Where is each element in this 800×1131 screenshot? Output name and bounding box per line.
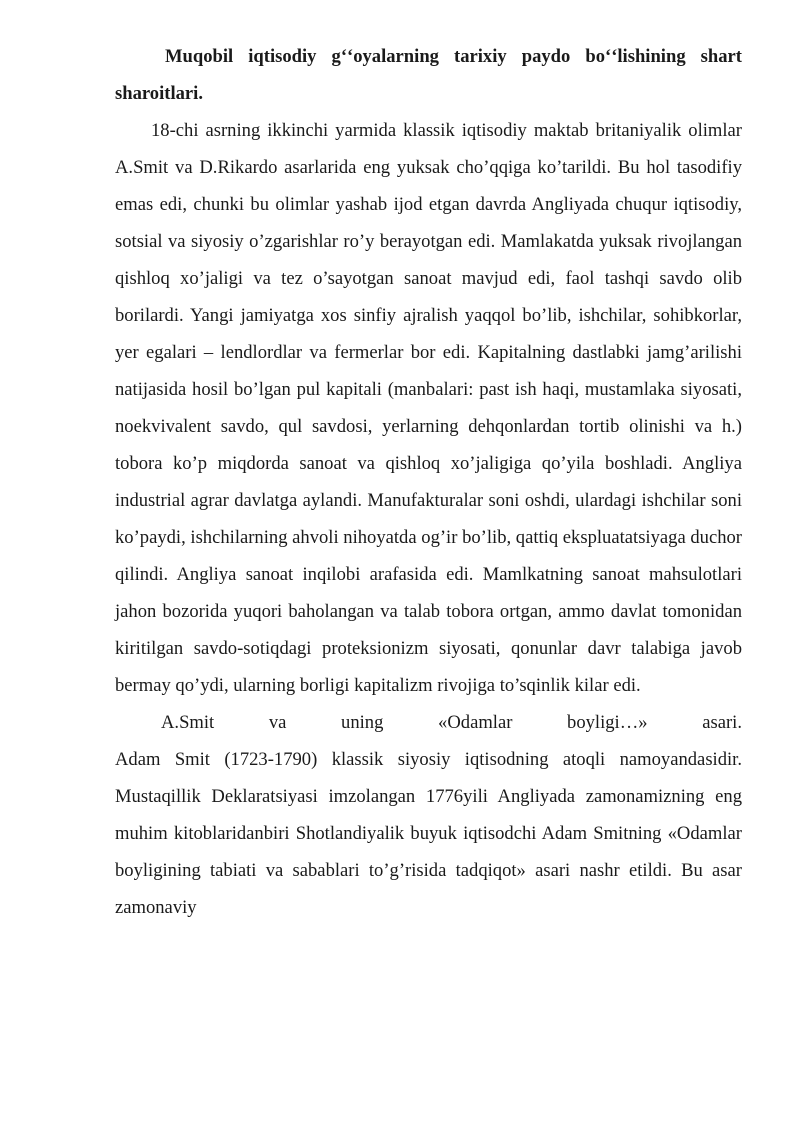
section-heading: Muqobil iqtisodiy gʻʻoyalarning tarixiy paydo boʻʻlishining shart sharoitlari. (115, 46, 742, 104)
paragraph-smith (115, 704, 742, 926)
subheading-line: A.Smit va uning «Odamlar boyligi…» asari. (161, 712, 742, 733)
document-page (115, 38, 742, 926)
paragraph-intro: 18-chi asrning ikkinchi yarmida klassik iqtisodiy maktab britaniyalik olimlar A.Smit va D.Rikardo asarlarida eng yuksak cho’qqiga ko’tarildi. Bu hol tasodifiy emas edi, chunki bu olimlar yashab ijod etgan davrda Angliyada chuqur iqtisodiy, sotsial va siyosiy o’zgarishlar ro’y berayotgan edi. Mamlakatda yuksak rivojlangan qishloq xo’jaligi va tez o’sayotgan sanoat mavjud edi, faol tashqi savdo olib borilardi. Yangi jamiyatga xos sinfiy ajralish yaqqol bo’lib, ishchilar, sohibkorlar, yer egalari – lendlordlar va fermerlar bor edi. Kapitalning dastlabki jamg’arilishi natijasida hosil bo’lgan pul kapitali (manbalari: past ish haqi, mustamlaka siyosati, noekvivalent savdo, qul savdosi, yerlarning dehqonlardan tortib olinishi va h.) tobora ko’p miqdorda sanoat va qishloq xo’jaligiga qo’yila boshladi. Angliya industrial agrar davlatga aylandi. Manufakturalar soni oshdi, ulardagi ishchilar soni ko’paydi, ishchilarning ahvoli nihoyatda og’ir bo’lib, qattiq ekspluatatsiyaga duchor qilindi. Angliya sanoat inqilobi arafasida edi. Mamlkatning sanoat mahsulotlari jahon bozorida yuqori baholangan va talab tobora ortgan, ammo davlat tomonidan kiritilgan savdo-sotiqdagi proteksionizm siyosati, qonunlar davr talabiga javob bermay qo’ydi, ularning borligi kapitalizm rivojiga to’sqinlik kilar edi. (115, 120, 742, 696)
paragraph-smith-body: Adam Smit (1723-1790) klassik siyosiy iqtisodning atoqli namoyandasidir. Mustaqillik Deklaratsiyasi imzolangan 1776yili Angliyada zamonamizning eng muhim kitoblaridanbiri Shotlandiyalik buyuk iqtisodchi Adam Smitning «Odamlar boyligining tabiati va sabablari to’g’risida tadqiqot» asari nashr etildi. Bu asar zamonaviy (115, 749, 742, 918)
